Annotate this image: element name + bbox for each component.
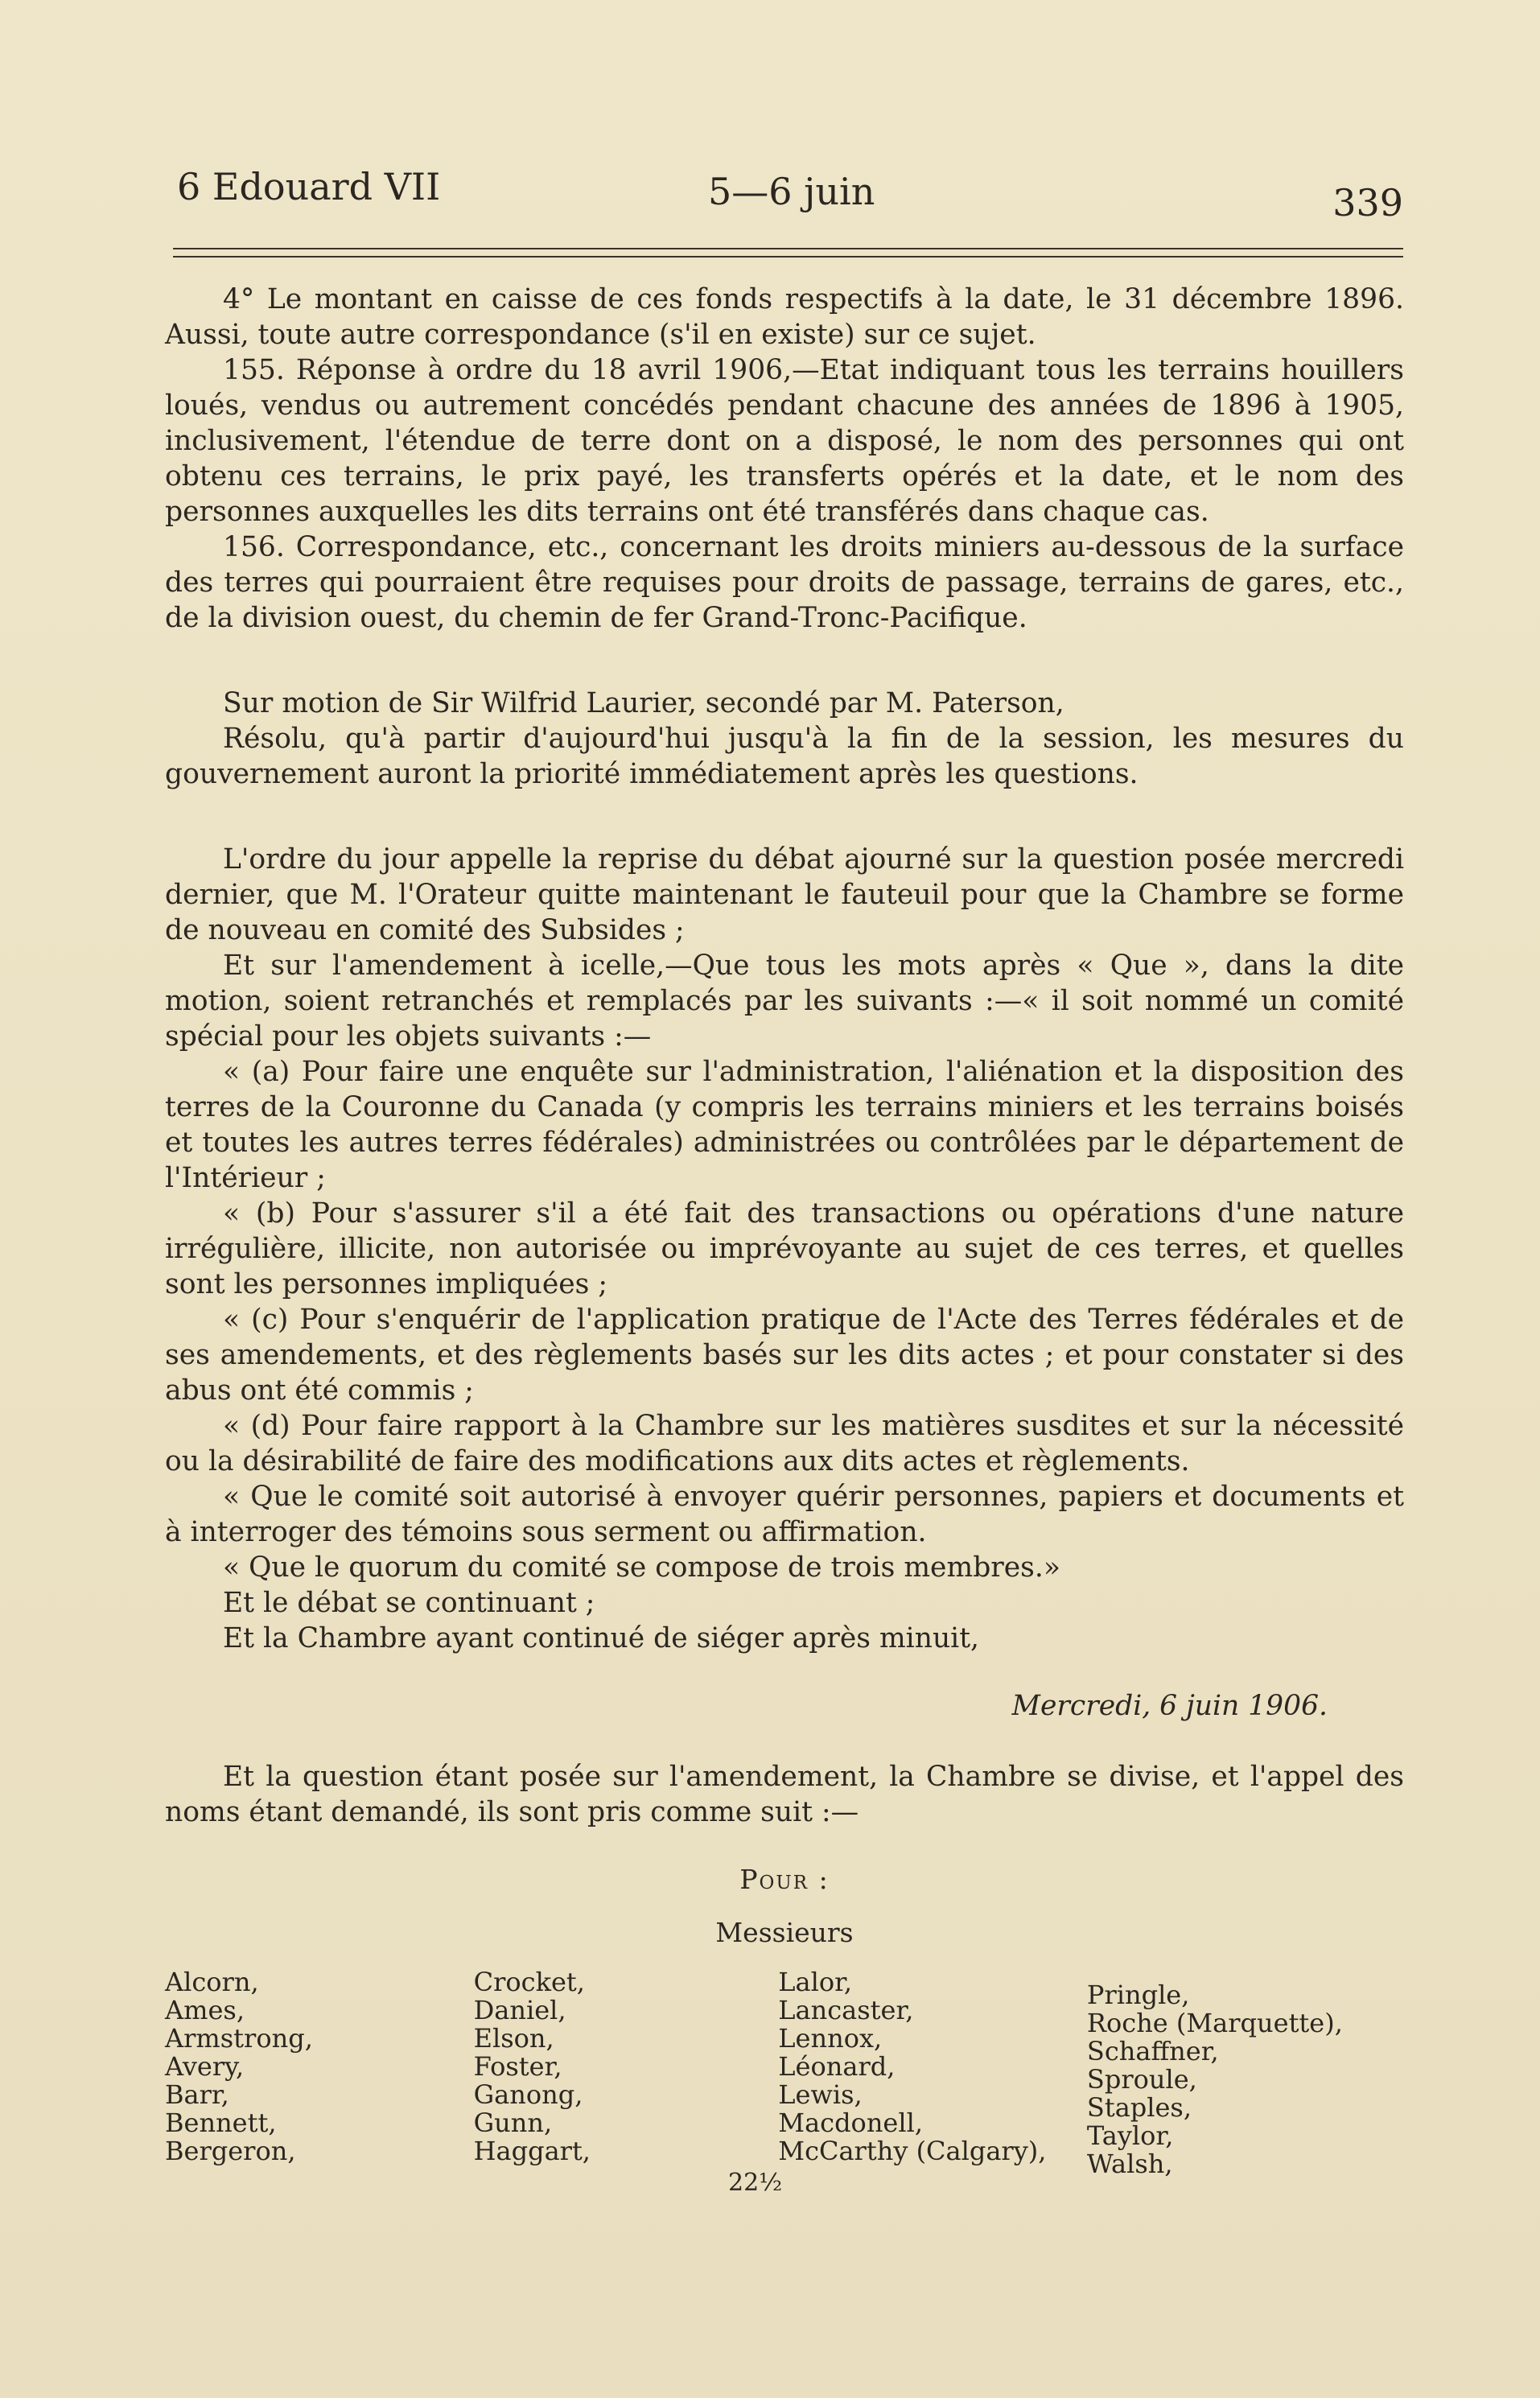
vote-name-list xyxy=(165,1968,1404,2178)
sitting-date: Mercredi, 6 juin 1906. xyxy=(1011,1690,1328,1722)
voter-name: Lalor, xyxy=(778,1967,853,1997)
paragraph-fonds: 4° Le montant en caisse de ces fonds respectifs à la date, le 31 décembre 1896. Aussi, toute autre correspondance (s'il en existe) sur ce sujet. xyxy=(165,283,1404,351)
voter-name: Ames, xyxy=(165,1995,245,2025)
paragraph-motion: Sur motion de Sir Wilfrid Laurier, secondé par M. Paterson, xyxy=(223,687,1064,719)
voter-name: Staples, xyxy=(1086,2092,1192,2123)
header-dates: 5—6 juin xyxy=(708,170,875,213)
voter-name: Léonard, xyxy=(778,2051,896,2082)
paragraph-item-d: « (d) Pour faire rapport à la Chambre sur les matières susdites et sur la nécessité ou la désirabilité de faire des modifications aux dits actes et règlements. xyxy=(165,1410,1404,1477)
page-header xyxy=(177,165,1403,225)
paragraph-debat: Et le débat se continuant ; xyxy=(223,1587,595,1619)
voter-name: Foster, xyxy=(473,2051,562,2082)
voter-name: Schaffner, xyxy=(1086,2036,1219,2066)
voter-name: Taylor, xyxy=(1086,2120,1174,2151)
page-number: 339 xyxy=(1332,181,1403,225)
name-column-2 xyxy=(474,1968,779,2178)
voter-name: Pringle, xyxy=(1086,1980,1190,2010)
name-column-1 xyxy=(165,1968,474,2178)
document-body xyxy=(165,282,1404,2178)
voter-name: Barr, xyxy=(165,2079,229,2110)
voter-name: Bennett, xyxy=(165,2108,277,2138)
section-gap xyxy=(165,792,1404,842)
paragraph-question: Et la question étant posée sur l'amendement, la Chambre se divise, et l'appel des noms étant demandé, ils sont pris comme suit :— xyxy=(165,1761,1404,1828)
voter-name: Daniel, xyxy=(473,1995,566,2025)
voter-name: Gunn, xyxy=(473,2108,553,2138)
voter-name: Bergeron, xyxy=(165,2136,296,2166)
voter-name: Haggart, xyxy=(473,2136,591,2166)
voter-name: Avery, xyxy=(165,2051,245,2082)
paragraph-ordre-du-jour: L'ordre du jour appelle la reprise du débat ajourné sur la question posée mercredi dernier, que M. l'Orateur quitte maintenant le fauteuil pour que la Chambre se forme de nouveau en comité des Subsides ; xyxy=(165,843,1404,946)
paragraph-item-a: « (a) Pour faire une enquête sur l'administration, l'aliénation et la disposition des terres de la Couronne du Canada (y compris les terrains miniers et les terrains boisés et toutes les autres terres fédérales) administrées ou contrôlées par le département de l'Intérieur ; xyxy=(165,1056,1404,1194)
paragraph-156: 156. Correspondance, etc., concernant les droits miniers au-dessous de la surface des terres qui pourraient être requises pour droits de passage, terrains de gares, etc., de la division ouest, du chemin de fer Grand-Tronc-Pacifique. xyxy=(165,531,1404,634)
voter-name: Macdonell, xyxy=(778,2108,923,2138)
voter-name: Elson, xyxy=(473,2023,554,2054)
paragraph-quorum: « Que le quorum du comité se compose de trois membres.» xyxy=(223,1551,1060,1584)
header-reign: 6 Edouard VII xyxy=(177,165,441,208)
paragraph-155: 155. Réponse à ordre du 18 avril 1906,—Etat indiquant tous les terrains houillers loués, vendus ou autrement concédés pendant chacune des années de 1896 à 1905, inclusivement, l'étendue de terre dont on a disposé, le nom des personnes qui ont obtenu ces terrains, le prix payé, les transferts opérés et la date, et le nom des personnes auxquelles les dits terrains ont été transférés dans chaque cas. xyxy=(165,354,1404,528)
paragraph-amendement: Et sur l'amendement à icelle,—Que tous les mots après « Que », dans la dite motion, soient retranchés et remplacés par les suivants :—« il soit nommé un comité spécial pour les objets suivants :— xyxy=(165,950,1404,1053)
voter-name: Lancaster, xyxy=(778,1995,914,2025)
paragraph-minuit: Et la Chambre ayant continué de siéger après minuit, xyxy=(223,1622,980,1654)
voter-name: Armstrong, xyxy=(165,2023,313,2054)
voter-name: Walsh, xyxy=(1086,2149,1173,2179)
voter-name: Crocket, xyxy=(473,1967,585,1997)
voter-name: Ganong, xyxy=(473,2079,583,2110)
voter-name: Sproule, xyxy=(1086,2064,1197,2095)
paragraph-item-c: « (c) Pour s'enquérir de l'application pratique de l'Acte des Terres fédérales et de ses amendements, et des règlements basés sur les dits actes ; et pour constater si des abus ont été commis ; xyxy=(165,1304,1404,1407)
name-column-4 xyxy=(1087,1981,1372,2178)
voter-name: Alcorn, xyxy=(165,1967,259,1997)
section-gap xyxy=(165,636,1404,686)
voter-name: Lennox, xyxy=(778,2023,883,2054)
paragraph-resolu: Résolu, qu'à partir d'aujourd'hui jusqu'à la fin de la session, les mesures du gouvernement auront la priorité immédiatement après les questions. xyxy=(165,723,1404,790)
paragraph-autorise: « Que le comité soit autorisé à envoyer quérir personnes, papiers et documents et à interroger des témoins sous serment ou affirmation. xyxy=(165,1481,1404,1548)
header-rule-bottom xyxy=(173,256,1403,258)
voter-name: McCarthy (Calgary), xyxy=(778,2136,1047,2166)
signature-mark: 22½ xyxy=(728,2169,783,2197)
voter-name: Lewis, xyxy=(778,2079,863,2110)
paragraph-item-b: « (b) Pour s'assurer s'il a été fait des transactions ou opérations d'une nature irrégulière, illicite, non autorisée ou imprévoyante au sujet de ces terres, et quelles sont les personnes impliquées ; xyxy=(165,1197,1404,1300)
vote-messieurs-heading: Messieurs xyxy=(715,1917,854,1948)
header-rule-top xyxy=(173,248,1403,249)
name-column-3 xyxy=(778,1968,1087,2178)
voter-name: Roche (Marquette), xyxy=(1086,2008,1343,2038)
vote-pour-heading: Pour : xyxy=(739,1864,830,1895)
